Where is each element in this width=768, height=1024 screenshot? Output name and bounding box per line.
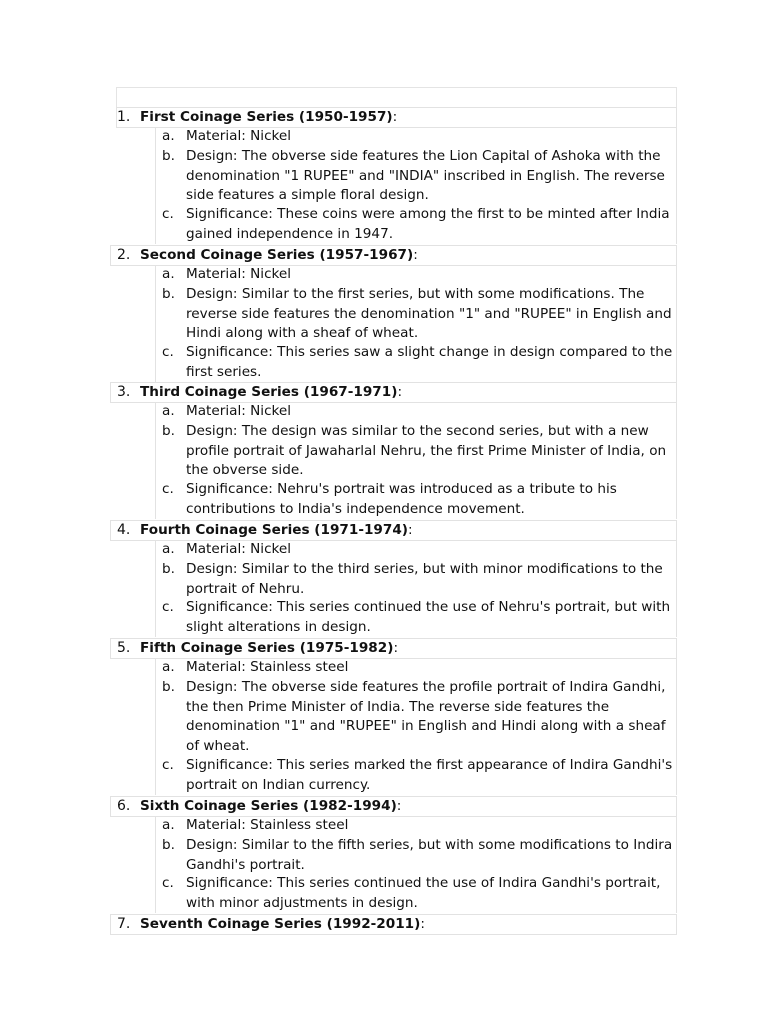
series-heading-6 bbox=[110, 796, 677, 817]
item-text: Significance: This series marked the first appearance of Indira Gandhi's portrait on Indian currency. bbox=[186, 757, 673, 793]
item-text: Design: Similar to the third series, but with minor modifications to the portrait of Nehru. bbox=[186, 561, 663, 597]
item-letter: c. bbox=[162, 344, 174, 360]
item-text: Material: Nickel bbox=[186, 128, 292, 144]
item-text: Significance: These coins were among the first to be minted after India gained independence in 1947. bbox=[186, 206, 670, 242]
series-heading-4 bbox=[110, 520, 677, 541]
item-text: Material: Stainless steel bbox=[186, 817, 349, 833]
series-title: Fourth Coinage Series (1971-1974): bbox=[140, 522, 413, 538]
item-text: Design: Similar to the fifth series, but with some modifications to Indira Gandhi's portrait. bbox=[186, 837, 673, 873]
item-text: Significance: This series continued the use of Indira Gandhi's portrait, with minor adjustments in design. bbox=[186, 875, 661, 911]
series-heading-3 bbox=[110, 382, 677, 403]
series-heading-2 bbox=[110, 245, 677, 266]
item-text: Design: The obverse side features the profile portrait of Indira Gandhi, the then Prime Minister of India. The reverse side features the denomination "1" and "RUPEE" in English and Hindi along with a sheaf of wheat. bbox=[186, 679, 666, 754]
item-letter: a. bbox=[162, 128, 175, 144]
series-heading-5 bbox=[110, 638, 677, 659]
series-number: 6. bbox=[117, 798, 131, 814]
item-letter: a. bbox=[162, 541, 175, 557]
series-details-3 bbox=[155, 402, 677, 519]
item-text: Material: Nickel bbox=[186, 541, 292, 557]
item-text: Design: Similar to the first series, but with some modifications. The reverse side features the denomination "1" and "RUPEE" in English and Hindi along with a sheaf of wheat. bbox=[186, 286, 672, 342]
series-number: 1. bbox=[117, 109, 131, 125]
series-number: 4. bbox=[117, 522, 131, 538]
item-letter: c. bbox=[162, 757, 174, 773]
series-heading-7 bbox=[110, 914, 677, 935]
item-text: Significance: This series saw a slight change in design compared to the first series. bbox=[186, 344, 673, 380]
item-letter: a. bbox=[162, 266, 175, 282]
series-details-1 bbox=[155, 127, 677, 244]
series-title: Sixth Coinage Series (1982-1994): bbox=[140, 798, 402, 814]
series-heading-1 bbox=[116, 107, 677, 128]
item-letter: b. bbox=[162, 837, 175, 853]
item-letter: c. bbox=[162, 599, 174, 615]
series-number: 5. bbox=[117, 640, 131, 656]
item-letter: a. bbox=[162, 403, 175, 419]
item-letter: c. bbox=[162, 481, 174, 497]
series-title: Seventh Coinage Series (1992-2011): bbox=[140, 916, 425, 932]
item-text: Design: The design was similar to the second series, but with a new profile portrait of Jawaharlal Nehru, the first Prime Minister of India, on the obverse side. bbox=[186, 423, 667, 479]
item-text: Material: Nickel bbox=[186, 266, 292, 282]
series-title: Third Coinage Series (1967-1971): bbox=[140, 384, 403, 400]
series-details-6 bbox=[155, 816, 677, 913]
series-title: Second Coinage Series (1957-1967): bbox=[140, 247, 418, 263]
series-number: 7. bbox=[117, 916, 131, 932]
series-number: 2. bbox=[117, 247, 131, 263]
item-letter: a. bbox=[162, 817, 175, 833]
item-text: Material: Stainless steel bbox=[186, 659, 349, 675]
series-title: Fifth Coinage Series (1975-1982): bbox=[140, 640, 399, 656]
item-letter: b. bbox=[162, 148, 175, 164]
item-letter: b. bbox=[162, 679, 175, 695]
series-details-4 bbox=[155, 540, 677, 637]
series-title: First Coinage Series (1950-1957): bbox=[140, 109, 398, 125]
series-details-5 bbox=[155, 658, 677, 795]
item-letter: a. bbox=[162, 659, 175, 675]
table-top-cell bbox=[116, 87, 677, 108]
item-letter: c. bbox=[162, 875, 174, 891]
series-details-2 bbox=[155, 265, 677, 382]
item-letter: c. bbox=[162, 206, 174, 222]
item-text: Design: The obverse side features the Lion Capital of Ashoka with the denomination "1 RUPEE" and "INDIA" inscribed in English. The reverse side features a simple floral design. bbox=[186, 148, 665, 204]
item-text: Significance: Nehru's portrait was introduced as a tribute to his contributions to India's independence movement. bbox=[186, 481, 617, 517]
item-letter: b. bbox=[162, 423, 175, 439]
series-number: 3. bbox=[117, 384, 131, 400]
item-letter: b. bbox=[162, 561, 175, 577]
item-letter: b. bbox=[162, 286, 175, 302]
item-text: Significance: This series continued the use of Nehru's portrait, but with slight alterations in design. bbox=[186, 599, 671, 635]
item-text: Material: Nickel bbox=[186, 403, 292, 419]
